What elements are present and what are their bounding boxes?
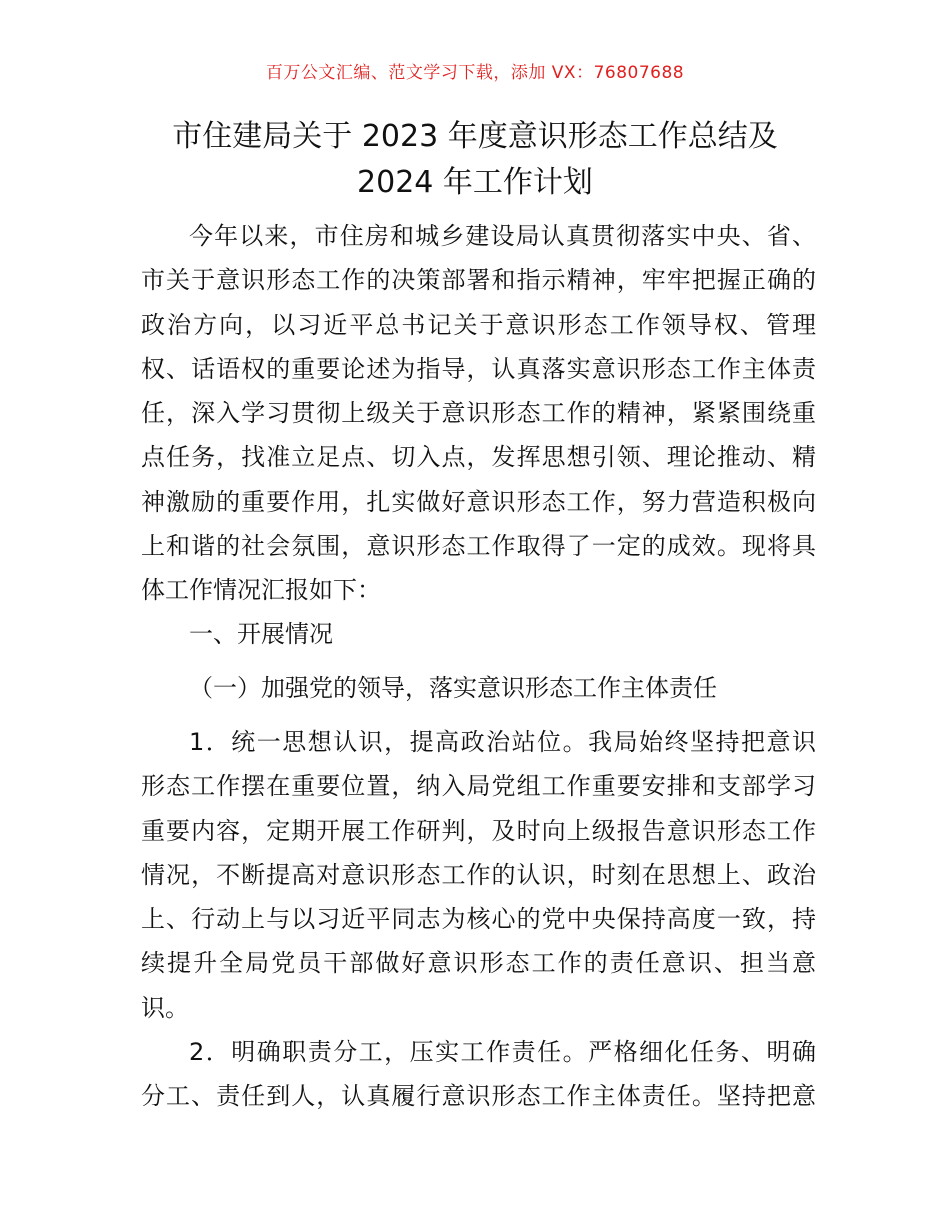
item-2-paragraph (141, 1030, 816, 1119)
section-heading: 一、开展情况 (189, 620, 333, 648)
paragraph-line: 上和谐的社会氛围，意识形态工作取得了一定的成效。现将具 (141, 532, 816, 561)
intro-paragraph (141, 214, 816, 613)
paragraph-line: 续提升全局党员干部做好意识形态工作的责任意识、担当意 (141, 949, 816, 978)
title-line-1: 市住建局关于 2023 年度意识形态工作总结及 (172, 119, 778, 154)
paragraph-line: 今年以来，市住房和城乡建设局认真贯彻落实中央、省、 (189, 222, 816, 250)
paragraph-line: 市关于意识形态工作的决策部署和指示精神，牢牢把握正确的 (141, 266, 816, 295)
paragraph-line: 1．统一思想认识，提高政治站位。我局始终坚持把意识 (189, 728, 816, 756)
paragraph-line: 2．明确职责分工，压实工作责任。严格细化任务、明确 (189, 1038, 816, 1066)
paragraph-line: 任，深入学习贯彻上级关于意识形态工作的精神，紧紧围绕重 (141, 399, 816, 428)
paragraph-line: 政治方向，以习近平总书记关于意识形态工作领导权、管理 (141, 310, 816, 339)
watermark-banner: 百万公文汇编、范文学习下载，添加 VX：76807688 (265, 63, 685, 83)
paragraph-line: 情况，不断提高对意识形态工作的认识，时刻在思想上、政治 (141, 860, 816, 889)
paragraph-line: 神激励的重要作用，扎实做好意识形态工作，努力营造积极向 (141, 487, 816, 516)
paragraph-line: 上、行动上与以习近平同志为核心的党中央保持高度一致，持 (141, 905, 816, 934)
paragraph-line: 识。 (141, 993, 189, 1022)
subsection-heading: （一）加强党的领导，落实意识形态工作主体责任 (189, 674, 717, 702)
paragraph-line: 重要内容，定期开展工作研判，及时向上级报告意识形态工作 (141, 816, 816, 845)
item-1-paragraph (141, 720, 816, 1030)
title-line-2: 2024 年工作计划 (357, 165, 593, 200)
paragraph-line: 分工、责任到人，认真履行意识形态工作主体责任。坚持把意 (141, 1082, 816, 1111)
paragraph-line: 形态工作摆在重要位置，纳入局党组工作重要安排和支部学习 (141, 772, 816, 801)
paragraph-line: 体工作情况汇报如下： (141, 576, 381, 605)
document-title (0, 114, 950, 206)
paragraph-line: 点任务，找准立足点、切入点，发挥思想引领、理论推动、精 (141, 443, 816, 472)
paragraph-line: 权、话语权的重要论述为指导，认真落实意识形态工作主体责 (141, 354, 816, 383)
